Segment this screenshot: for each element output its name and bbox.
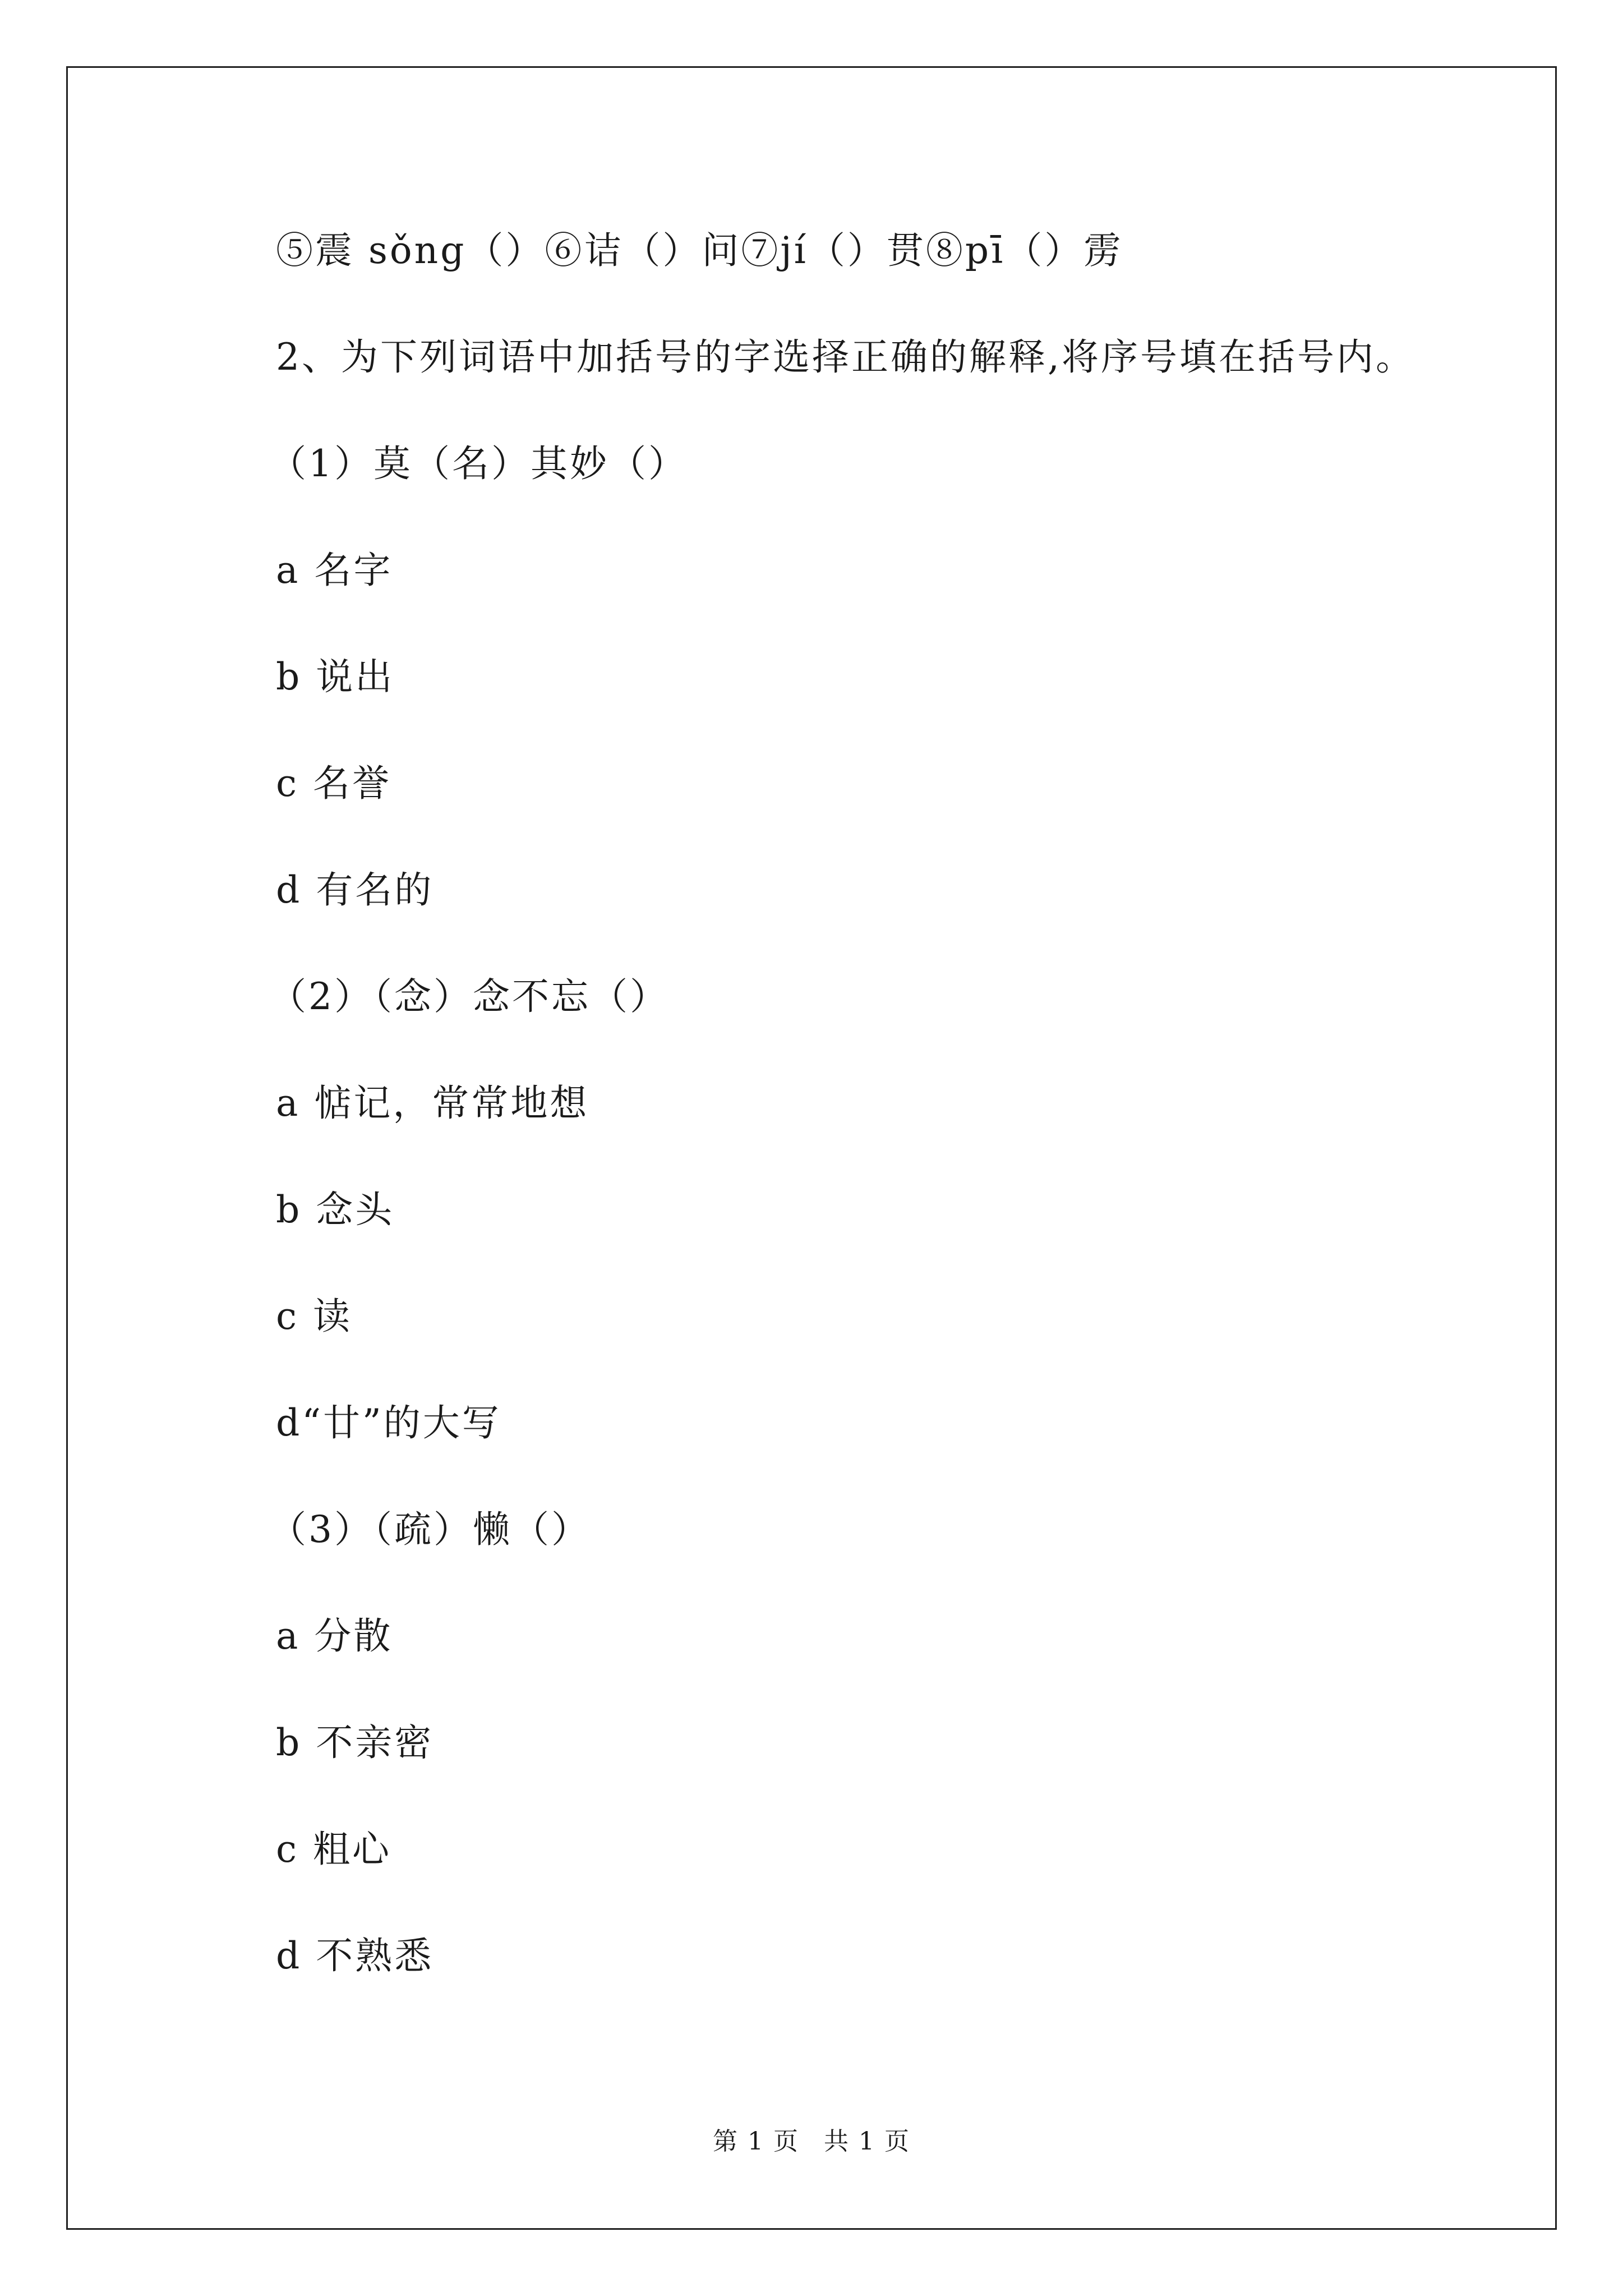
item-1-option-d: d 有名的 [276,868,434,912]
item-1-option-a: a 名字 [276,549,393,592]
item-2-option-c: c 读 [276,1295,352,1338]
page-footer [0,2125,1623,2159]
question-2-heading: 2、为下列词语中加括号的字选择正确的解释,将序号填在括号内。 [276,335,1415,379]
item-1-option-c: c 名誉 [276,762,391,805]
item-3-prompt: （3）（疏）懒（） [269,1508,591,1551]
item-2-prompt: （2）（念）念不忘（） [269,975,669,1018]
page-total: 共 1 页 [824,2127,910,2156]
item-1-prompt: （1）莫（名）其妙（） [269,442,688,485]
page-number: 第 1 页 [713,2127,799,2156]
item-3-option-d: d 不熟悉 [276,1934,434,1977]
item-3-option-a: a 分散 [276,1614,393,1658]
page-frame [66,66,1557,2230]
item-2-option-d: d“廿”的大写 [276,1401,501,1444]
pinyin-fill-line: ⑤震 sǒng（）⑥诘（）问⑦jí（）贯⑧pī（）雳 [276,229,1123,272]
item-2-option-b: b 念头 [276,1188,395,1231]
item-3-option-c: c 粗心 [276,1828,391,1871]
item-2-option-a: a 惦记，常常地想 [276,1082,589,1125]
item-1-option-b: b 说出 [276,655,395,698]
item-3-option-b: b 不亲密 [276,1721,434,1764]
